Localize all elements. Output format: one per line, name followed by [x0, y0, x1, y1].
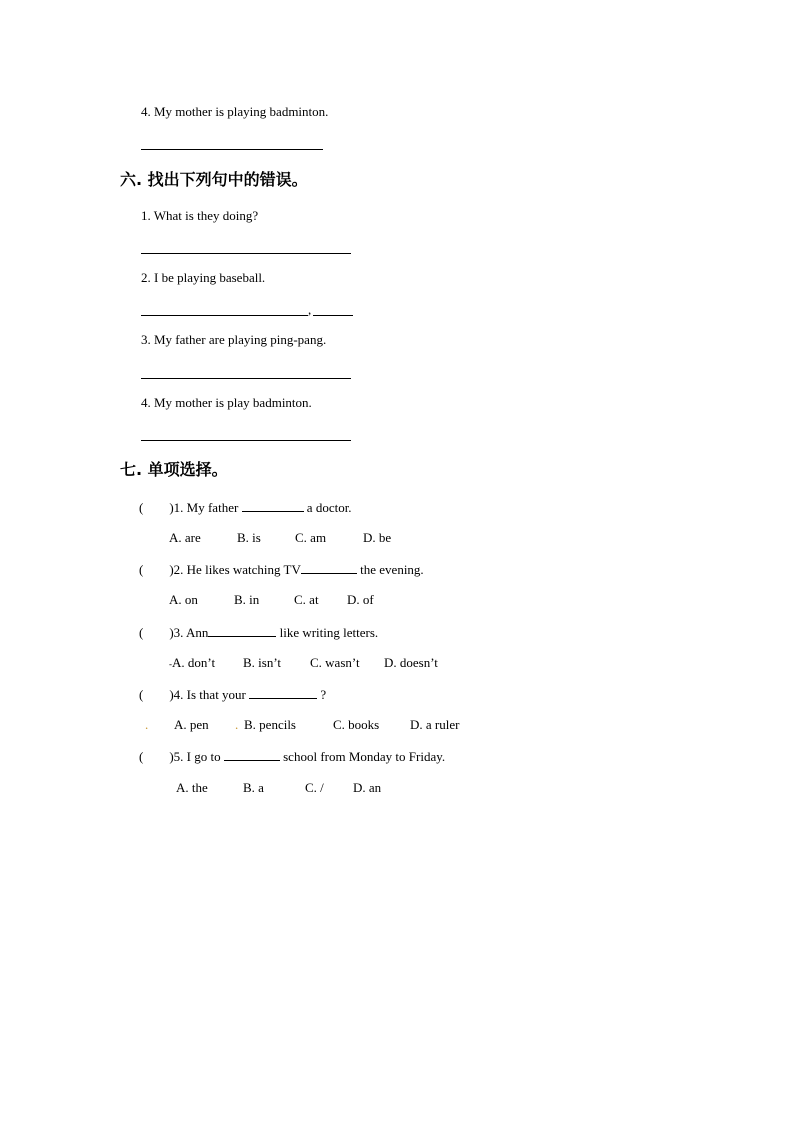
q2-option-b[interactable]: B. in: [234, 592, 260, 607]
answer-line[interactable]: [141, 378, 351, 379]
question-tail: a doctor.: [306, 500, 352, 515]
prev-item-4: 4. My mother is playing badminton.: [141, 104, 329, 119]
q1-option-d[interactable]: D. be: [363, 530, 392, 545]
question-3: [139, 624, 378, 641]
q1-option-c[interactable]: C. am: [295, 530, 327, 545]
question-stem: )2. He likes watching TV: [169, 562, 301, 577]
question-stem: )4. Is that your: [169, 687, 246, 702]
question-2: [139, 561, 424, 578]
s6-item-1: 1. What is they doing?: [141, 208, 259, 223]
question-tail: ?: [320, 687, 327, 702]
q5-option-d[interactable]: D. an: [353, 780, 382, 795]
answer-paren[interactable]: (: [139, 625, 144, 640]
question-4: [139, 686, 326, 703]
s6-item-4: 4. My mother is play badminton.: [141, 395, 312, 410]
question-5: [139, 748, 445, 765]
q2-option-d[interactable]: D. of: [347, 592, 374, 607]
q4-option-a[interactable]: A. pen: [174, 717, 209, 732]
question-tail: school from Monday to Friday.: [283, 749, 446, 764]
question-stem: )3. Ann: [169, 625, 209, 640]
answer-line[interactable]: [141, 149, 323, 150]
q5-option-c[interactable]: C. /: [305, 780, 324, 795]
s6-item-3: 3. My father are playing ping-pang.: [141, 332, 327, 347]
blank-line[interactable]: [208, 624, 276, 637]
q4-option-d[interactable]: D. a ruler: [410, 717, 460, 732]
stray-mark: -: [169, 659, 172, 669]
answer-paren[interactable]: (: [139, 749, 144, 764]
q5-option-b[interactable]: B. a: [243, 780, 264, 795]
s6-item-2: 2. I be playing baseball.: [141, 270, 266, 285]
q3-option-a[interactable]: -A. don’t: [169, 655, 216, 670]
section-6-heading: 六. 找出下列句中的错误。: [120, 170, 308, 189]
blank-line[interactable]: [224, 748, 280, 761]
q5-option-a[interactable]: A. the: [176, 780, 208, 795]
blank-line[interactable]: [301, 561, 357, 574]
stray-mark: .: [235, 717, 239, 732]
q4-option-c[interactable]: C. books: [333, 717, 380, 732]
question-stem: )5. I go to: [169, 749, 221, 764]
answer-paren[interactable]: (: [139, 687, 144, 702]
q3-option-b[interactable]: B. isn’t: [243, 655, 282, 670]
q4-option-b[interactable]: B. pencils: [244, 717, 296, 732]
answer-paren[interactable]: (: [139, 562, 144, 577]
answer-line[interactable]: [141, 253, 351, 254]
q2-option-a[interactable]: A. on: [169, 592, 198, 607]
question-stem: )1. My father: [169, 500, 239, 515]
comma-mark: ,: [308, 302, 312, 317]
answer-line[interactable]: [313, 315, 353, 316]
question-tail: like writing letters.: [279, 625, 379, 640]
answer-line[interactable]: [141, 440, 351, 441]
stray-mark: .: [145, 717, 149, 732]
q3-option-d[interactable]: D. doesn’t: [384, 655, 438, 670]
q1-option-a[interactable]: A. are: [169, 530, 201, 545]
question-1: [139, 499, 352, 516]
q2-option-c[interactable]: C. at: [294, 592, 319, 607]
question-tail: the evening.: [360, 562, 424, 577]
q3-option-c[interactable]: C. wasn’t: [310, 655, 360, 670]
answer-paren[interactable]: (: [139, 500, 144, 515]
blank-line[interactable]: [249, 686, 317, 699]
q1-option-b[interactable]: B. is: [237, 530, 261, 545]
blank-line[interactable]: [242, 499, 304, 512]
section-7-heading: 七. 单项选择。: [120, 460, 228, 479]
answer-line[interactable]: [141, 315, 308, 316]
